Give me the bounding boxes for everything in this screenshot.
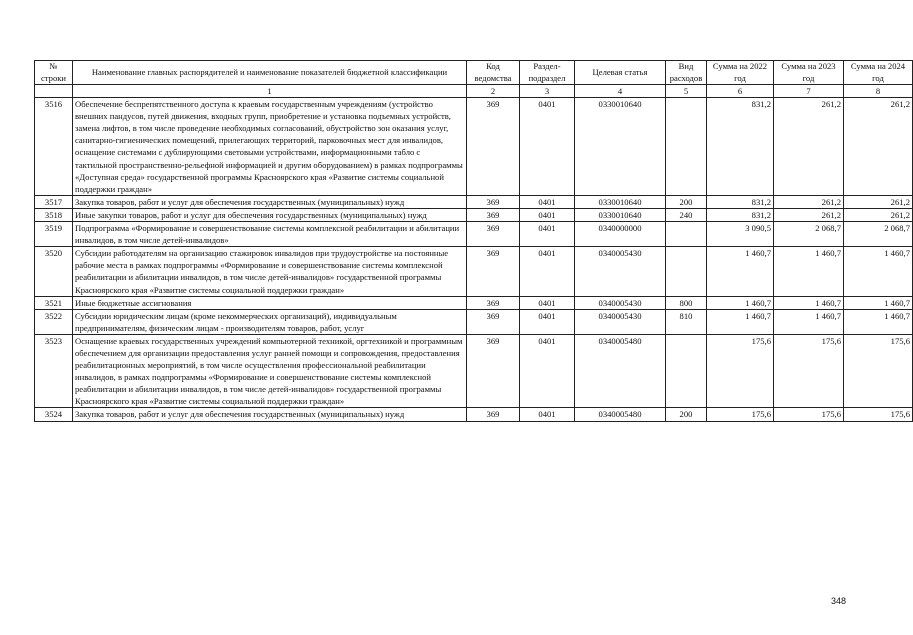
row-target: 0340005430 (575, 309, 666, 334)
row-dept-code: 369 (467, 208, 520, 221)
row-sum-2023: 175,6 (774, 408, 844, 421)
row-sum-2024: 175,6 (844, 334, 913, 408)
row-sum-2022: 175,6 (707, 334, 774, 408)
row-sum-2023: 1 460,7 (774, 247, 844, 296)
header-section: Раздел-подраздел (520, 61, 575, 85)
row-dept-code: 369 (467, 222, 520, 247)
budget-table (34, 60, 913, 422)
row-expense-type (666, 98, 707, 196)
row-section: 0401 (520, 195, 575, 208)
row-sum-2024: 2 068,7 (844, 222, 913, 247)
row-sum-2024: 261,2 (844, 208, 913, 221)
row-sum-2022: 3 090,5 (707, 222, 774, 247)
row-sum-2023: 261,2 (774, 208, 844, 221)
table-row (35, 296, 913, 309)
header-dept-code: Код ведомства (467, 61, 520, 85)
row-number: 3516 (35, 98, 73, 196)
table-row (35, 247, 913, 296)
row-section: 0401 (520, 309, 575, 334)
row-sum-2022: 831,2 (707, 98, 774, 196)
column-number: 6 (707, 85, 774, 98)
column-number: 8 (844, 85, 913, 98)
row-name: Обеспечение беспрепятственного доступа к краевым государственным учреждениям (устройство внешних пандусов, путей движения, входных групп, приобретение и установка подъемных устройств, замена лифтов, в том числе проведение необходимых согласований, обустройство зон оказания услуг, санитарно-гигиенических помещений, прилегающих территорий, парковочных мест для инвалидов, оснащение системами с дублирующими световыми устройствами, информационными табло с тактильной пространственно-рельефной информацией и другим оборудованием) в рамках подпрограммы «Доступная среда» государственной программы Красноярского края «Развитие системы социальной поддержки граждан» (73, 98, 467, 196)
row-target: 0340005430 (575, 296, 666, 309)
row-sum-2022: 831,2 (707, 208, 774, 221)
row-sum-2024: 261,2 (844, 98, 913, 196)
row-number: 3522 (35, 309, 73, 334)
column-number: 4 (575, 85, 666, 98)
row-expense-type: 200 (666, 408, 707, 421)
row-name: Иные бюджетные ассигнования (73, 296, 467, 309)
row-expense-type: 200 (666, 195, 707, 208)
row-name: Субсидии юридическим лицам (кроме некоммерческих организаций), индивидуальным предпринимателям, физическим лицам - производителям товаров, работ, услуг (73, 309, 467, 334)
row-expense-type: 810 (666, 309, 707, 334)
row-number: 3521 (35, 296, 73, 309)
header-sum-2023: Сумма на 2023 год (774, 61, 844, 85)
column-number-row (35, 85, 913, 98)
row-target: 0330010640 (575, 195, 666, 208)
row-expense-type (666, 247, 707, 296)
row-sum-2022: 175,6 (707, 408, 774, 421)
row-dept-code: 369 (467, 408, 520, 421)
row-number: 3517 (35, 195, 73, 208)
row-section: 0401 (520, 408, 575, 421)
row-dept-code: 369 (467, 247, 520, 296)
column-number: 2 (467, 85, 520, 98)
table-row (35, 195, 913, 208)
header-sum-2024: Сумма на 2024 год (844, 61, 913, 85)
row-section: 0401 (520, 222, 575, 247)
row-sum-2024: 175,6 (844, 408, 913, 421)
table-row (35, 222, 913, 247)
row-sum-2022: 1 460,7 (707, 247, 774, 296)
table-body (35, 98, 913, 421)
row-sum-2023: 1 460,7 (774, 296, 844, 309)
column-number: 7 (774, 85, 844, 98)
row-section: 0401 (520, 247, 575, 296)
row-name: Субсидии работодателям на организацию стажировок инвалидов при трудоустройстве на постоянные рабочие места в рамках подпрограммы «Формирование и совершенствование системы комплексной реабилитации и абилитации инвалидов, в том числе детей-инвалидов» государственной программы Красноярского края «Развитие системы социальной поддержки граждан» (73, 247, 467, 296)
table-row (35, 98, 913, 196)
header-row (35, 61, 913, 85)
row-expense-type (666, 222, 707, 247)
row-sum-2024: 1 460,7 (844, 309, 913, 334)
row-name: Подпрограмма «Формирование и совершенствование системы комплексной реабилитации и абилитации инвалидов, в том числе детей-инвалидов» (73, 222, 467, 247)
table-row (35, 309, 913, 334)
row-name: Оснащение краевых государственных учреждений компьютерной техникой, оргтехникой и программным обеспечением для организации предоставления услуг ранней помощи и сопровождения, предоставления реабилитационных мероприятий, в том числе осуществления профессиональной реабилитации инвалидов, в рамках подпрограммы «Формирование и совершенствование системы комплексной реабилитации и абилитации инвалидов, в том числе детей-инвалидов» государственной программы Красноярского края «Развитие системы социальной поддержки граждан» (73, 334, 467, 408)
row-section: 0401 (520, 98, 575, 196)
header-expense-type: Вид расходов (666, 61, 707, 85)
row-sum-2023: 1 460,7 (774, 309, 844, 334)
header-target: Целевая статья (575, 61, 666, 85)
row-sum-2023: 175,6 (774, 334, 844, 408)
header-row-no: № строки (35, 61, 73, 85)
row-dept-code: 369 (467, 98, 520, 196)
row-target: 0340005480 (575, 334, 666, 408)
column-number: 3 (520, 85, 575, 98)
row-sum-2024: 1 460,7 (844, 296, 913, 309)
table-row (35, 408, 913, 421)
row-target: 0330010640 (575, 208, 666, 221)
row-sum-2023: 261,2 (774, 195, 844, 208)
row-section: 0401 (520, 334, 575, 408)
row-sum-2022: 1 460,7 (707, 309, 774, 334)
row-name: Иные закупки товаров, работ и услуг для обеспечения государственных (муниципальных) нужд (73, 208, 467, 221)
table-row (35, 334, 913, 408)
header-sum-2022: Сумма на 2022 год (707, 61, 774, 85)
row-number: 3524 (35, 408, 73, 421)
row-sum-2023: 261,2 (774, 98, 844, 196)
page-number: 348 (831, 596, 847, 606)
row-number: 3518 (35, 208, 73, 221)
row-target: 0330010640 (575, 98, 666, 196)
row-name: Закупка товаров, работ и услуг для обеспечения государственных (муниципальных) нужд (73, 195, 467, 208)
row-target: 0340005430 (575, 247, 666, 296)
row-expense-type: 240 (666, 208, 707, 221)
column-number: 1 (73, 85, 467, 98)
row-dept-code: 369 (467, 309, 520, 334)
table-row (35, 208, 913, 221)
row-sum-2022: 831,2 (707, 195, 774, 208)
row-sum-2024: 1 460,7 (844, 247, 913, 296)
header-name: Наименование главных распорядителей и наименование показателей бюджетной классификации (73, 61, 467, 85)
row-number: 3520 (35, 247, 73, 296)
row-number: 3519 (35, 222, 73, 247)
row-name: Закупка товаров, работ и услуг для обеспечения государственных (муниципальных) нужд (73, 408, 467, 421)
row-sum-2022: 1 460,7 (707, 296, 774, 309)
row-section: 0401 (520, 208, 575, 221)
row-expense-type (666, 334, 707, 408)
column-number: 5 (666, 85, 707, 98)
row-dept-code: 369 (467, 195, 520, 208)
row-target: 0340005480 (575, 408, 666, 421)
column-number (35, 85, 73, 98)
row-expense-type: 800 (666, 296, 707, 309)
row-dept-code: 369 (467, 334, 520, 408)
row-sum-2024: 261,2 (844, 195, 913, 208)
row-number: 3523 (35, 334, 73, 408)
row-dept-code: 369 (467, 296, 520, 309)
row-section: 0401 (520, 296, 575, 309)
row-sum-2023: 2 068,7 (774, 222, 844, 247)
row-target: 0340000000 (575, 222, 666, 247)
